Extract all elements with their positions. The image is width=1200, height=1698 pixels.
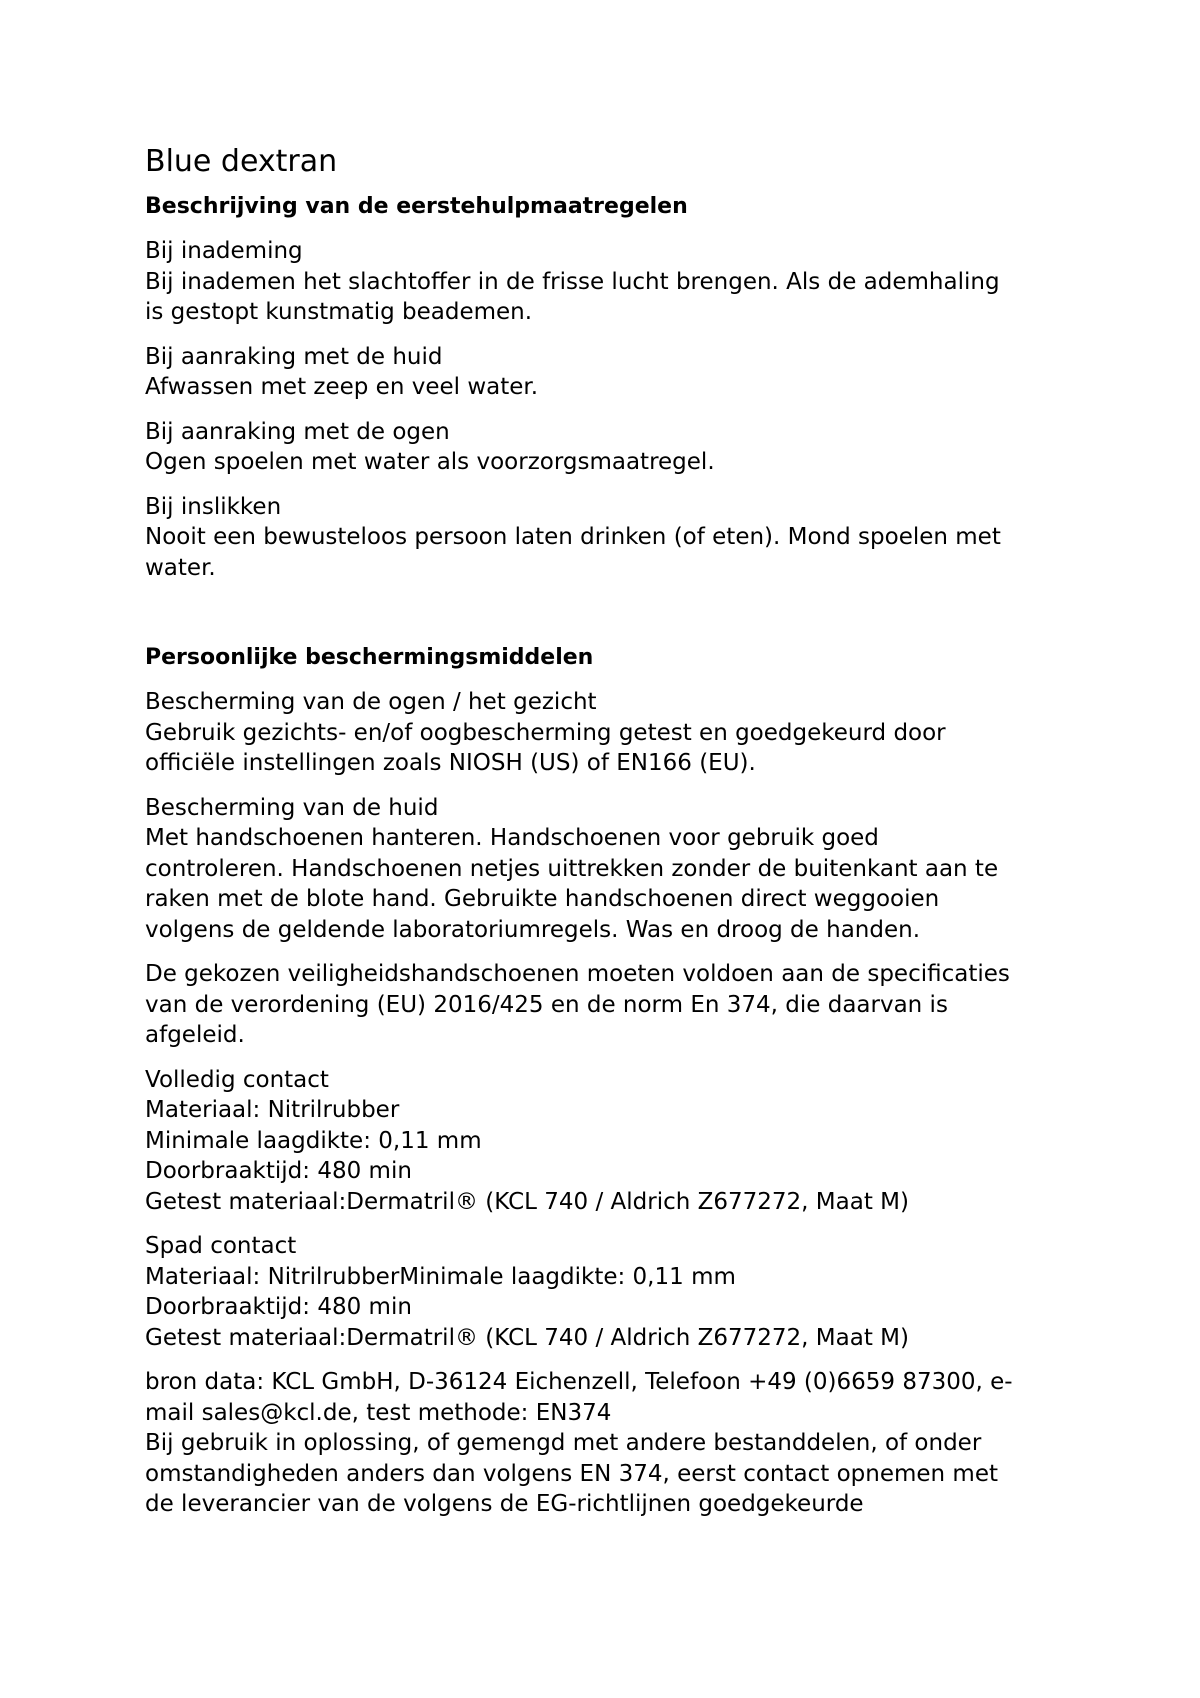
paragraph [145, 959, 1085, 1051]
text-line: Spad contact [145, 1233, 297, 1259]
text-line: Bij inademen het slachtoffer in de frisse lucht brengen. Als de ademhaling [145, 268, 1000, 295]
text-line: is gestopt kunstmatig beademen. [145, 299, 533, 325]
paragraph [145, 236, 1085, 328]
text-line: Gebruik gezichts- en/of oogbescherming getest en goedgekeurd door [145, 719, 946, 746]
paragraph [145, 793, 1085, 946]
text-line: De gekozen veiligheidshandschoenen moeten voldoen aan de specificaties [145, 961, 1010, 987]
text-line: Doorbraaktijd: 480 min [145, 1158, 412, 1184]
text-line: Nooit een bewusteloos persoon laten drinken (of eten). Mond spoelen met [145, 524, 1001, 550]
text-line: afgeleid. [145, 1022, 245, 1048]
text-line: Bij aanraking met de huid [145, 343, 443, 370]
section-heading: Persoonlijke beschermingsmiddelen [145, 645, 594, 670]
text-line: Materiaal: NitrilrubberMinimale laagdikte: 0,11 mm [145, 1263, 736, 1290]
paragraph [145, 492, 1085, 584]
paragraph [145, 342, 1085, 403]
text-line: Bescherming van de huid [145, 794, 439, 821]
paragraph [145, 687, 1085, 779]
text-line: Ogen spoelen met water als voorzorgsmaatregel. [145, 449, 715, 475]
text-line: Bescherming van de ogen / het gezicht [145, 689, 597, 715]
text-line: raken met de blote hand. Gebruikte handschoenen direct weggooien [145, 886, 940, 912]
text-line: Bij inslikken [145, 493, 282, 520]
text-line: Materiaal: Nitrilrubber [145, 1097, 400, 1123]
text-line: controleren. Handschoenen netjes uittrekken zonder de buitenkant aan te [145, 855, 999, 882]
text-line: Afwassen met zeep en veel water. [145, 374, 539, 400]
section-heading: Beschrijving van de eerstehulpmaatregelen [145, 194, 688, 219]
text-line: Volledig contact [145, 1066, 329, 1093]
text-line: water. [145, 554, 216, 581]
document-sections [145, 192, 1085, 1520]
section [145, 643, 1085, 1520]
text-line: Doorbraaktijd: 480 min [145, 1294, 412, 1320]
text-line: bron data: KCL GmbH, D-36124 Eichenzell, Telefoon +49 (0)6659 87300, e- [145, 1369, 1013, 1395]
document-title: Blue dextran [145, 144, 338, 179]
paragraph [145, 1065, 1085, 1218]
text-line: omstandigheden anders dan volgens EN 374, eerst contact opnemen met [145, 1460, 998, 1487]
text-line: Bij aanraking met de ogen [145, 418, 450, 445]
text-line: Met handschoenen hanteren. Handschoenen voor gebruik goed [145, 825, 879, 851]
text-line: mail sales@kcl.de, test methode: EN374 [145, 1399, 612, 1426]
document-page [145, 140, 1085, 1534]
paragraph [145, 1367, 1085, 1520]
text-line: Minimale laagdikte: 0,11 mm [145, 1127, 482, 1154]
text-line: Bij gebruik in oplossing, of gemengd met andere bestanddelen, of onder [145, 1430, 982, 1456]
text-line: van de verordening (EU) 2016/425 en de norm En 374, die daarvan is [145, 991, 948, 1018]
text-line: Bij inademing [145, 238, 303, 264]
paragraph [145, 1231, 1085, 1353]
paragraph [145, 417, 1085, 478]
text-line: de leverancier van de volgens de EG-richtlijnen goedgekeurde [145, 1491, 864, 1517]
text-line: volgens de geldende laboratoriumregels. Was en droog de handen. [145, 916, 921, 943]
section-spacer [145, 597, 1085, 643]
text-line: officiële instellingen zoals NIOSH (US) of EN166 (EU). [145, 750, 756, 776]
section [145, 192, 1085, 583]
text-line: Getest materiaal:Dermatril® (KCL 740 / Aldrich Z677272, Maat M) [145, 1188, 909, 1215]
text-line: Getest materiaal:Dermatril® (KCL 740 / Aldrich Z677272, Maat M) [145, 1324, 909, 1351]
